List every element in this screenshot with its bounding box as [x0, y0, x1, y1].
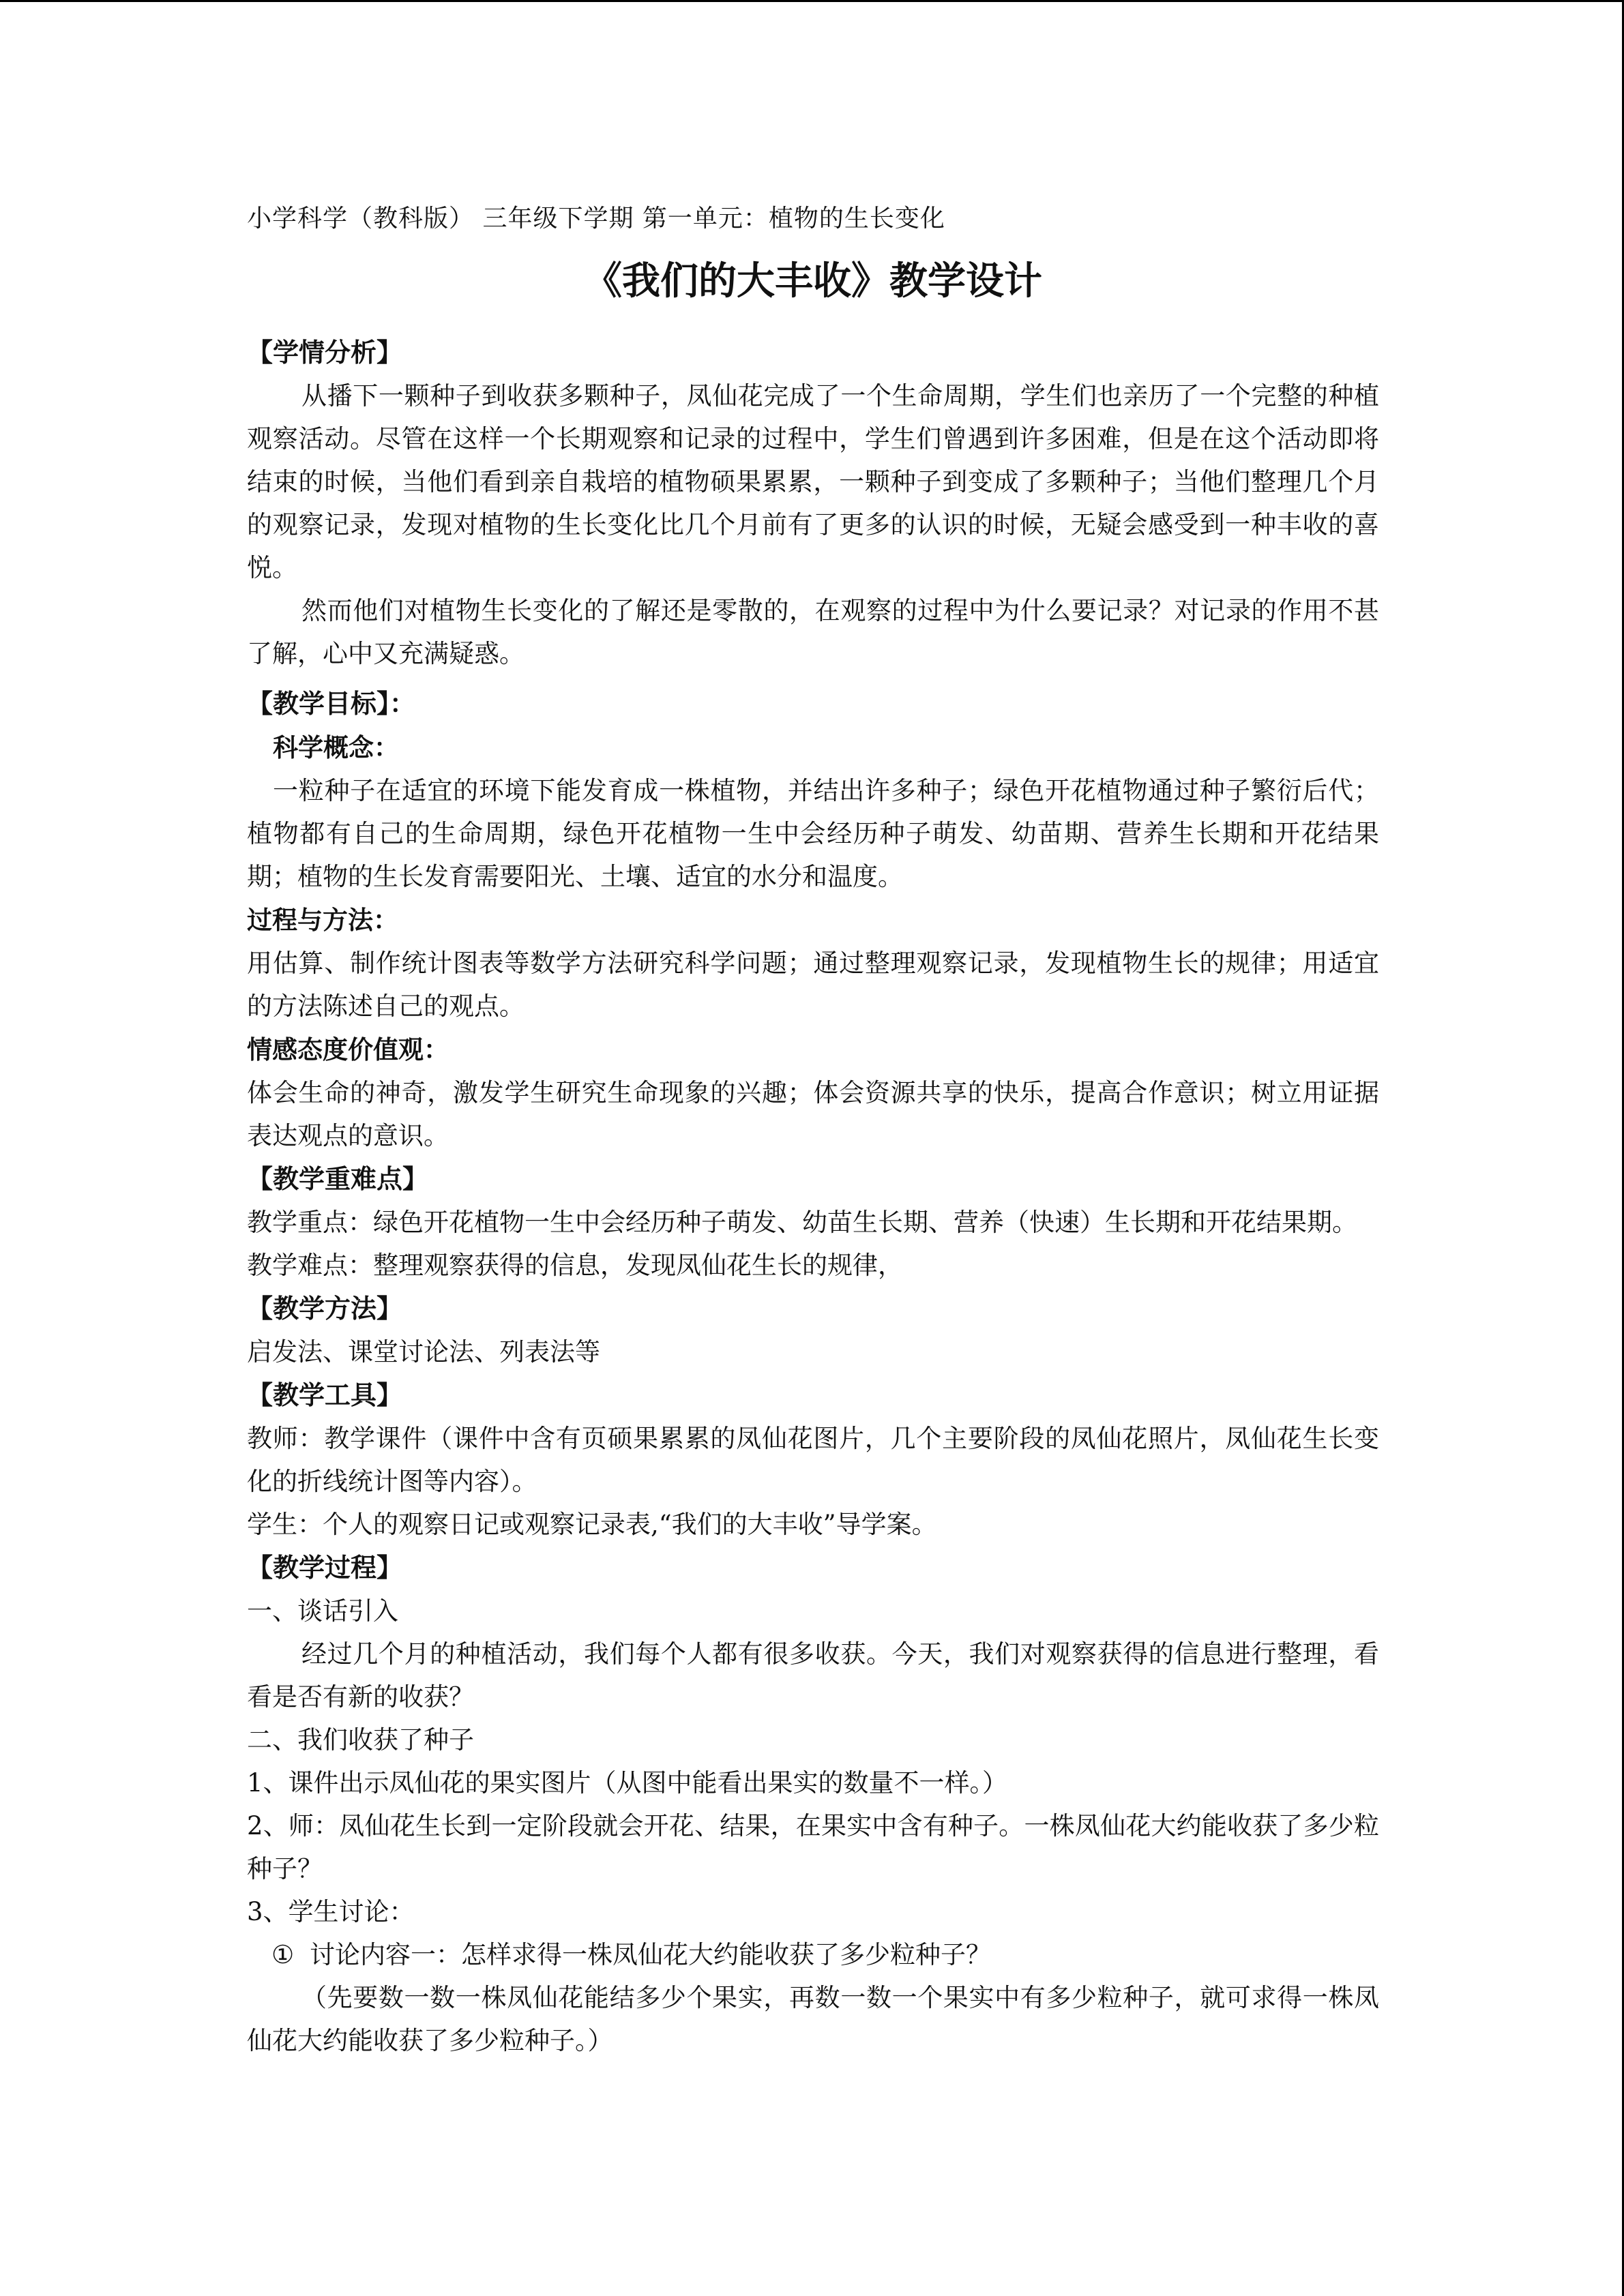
key-point-text: 教学重点：绿色开花植物一生中会经历种子萌发、幼苗生长期、营养（快速）生长期和开花结果期。 [247, 1208, 1357, 1237]
section-heading-goals: 【教学目标】： [247, 688, 416, 719]
step1-title: 一、谈话引入 [247, 1596, 398, 1626]
course-header: 小学科学（教科版） 三年级下学期 第一单元：植物的生长变化 [247, 205, 945, 233]
concept-text: 一粒种子在适宜的环境下能发育成一株植物，并结出许多种子；绿色开花植物通过种子繁衍后代；植物都有自己的生命周期，绿色开花植物一生中会经历种子萌发、幼苗期、营养生长期和开花结果期；植物的生长发育需要阳光、土壤、适宜的水分和温度。 [247, 776, 1379, 891]
emotion-text: 体会生命的神奇，激发学生研究生命现象的兴趣；体会资源共享的快乐，提高合作意识；树立用证据表达观点的意识。 [247, 1078, 1379, 1150]
list-item-2: 2、师：凤仙花生长到一定阶段就会开花、结果，在果实中含有种子。一株凤仙花大约能收获了多少粒种子？ [247, 1811, 1379, 1883]
section-heading-key-points: 【教学重难点】 [247, 1163, 429, 1194]
step2-title: 二、我们收获了种子 [247, 1725, 474, 1755]
tools-student: 学生：个人的观察日记或观察记录表,“我们的大丰收”导学案。 [247, 1510, 937, 1539]
discussion-item-1-text: 讨论内容一：怎样求得一株凤仙花大约能收获了多少粒种子？ [310, 1940, 991, 1969]
document-title: 《我们的大丰收》教学设计 [584, 258, 1042, 303]
section-heading-tools: 【教学工具】 [247, 1380, 403, 1410]
method-subtitle: 过程与方法： [247, 905, 398, 935]
concept-subtitle: 科学概念： [273, 732, 399, 762]
emotion-subtitle: 情感态度价值观： [247, 1034, 449, 1064]
circled-number: ① [271, 1940, 295, 1969]
section-heading-process: 【教学过程】 [247, 1552, 403, 1583]
discussion-answer-1: （先要数一数一株凤仙花能结多少个果实，再数一数一个果实中有多少粒种子，就可求得一株凤仙花大约能收获了多少粒种子。） [247, 1983, 1379, 2055]
list-item-1: 1、课件出示凤仙花的果实图片（从图中能看出果实的数量不一样。） [247, 1768, 1008, 1798]
methods-text: 启发法、课堂讨论法、列表法等 [247, 1337, 600, 1367]
section-heading-analysis: 【学情分析】 [247, 337, 403, 368]
step1-text: 经过几个月的种植活动，我们每个人都有很多收获。今天，我们对观察获得的信息进行整理，看看是否有新的收获？ [247, 1639, 1379, 1712]
analysis-paragraph-2: 然而他们对植物生长变化的了解还是零散的，在观察的过程中为什么要记录？对记录的作用不甚了解，心中又充满疑惑。 [247, 596, 1379, 668]
discussion-item-1 [247, 1933, 1379, 1976]
list-item-3: 3、学生讨论： [247, 1897, 415, 1926]
document-body [247, 194, 1379, 2062]
difficult-point-text: 教学难点：整理观察获得的信息，发现凤仙花生长的规律， [247, 1251, 903, 1280]
method-text: 用估算、制作统计图表等数学方法研究科学问题；通过整理观察记录，发现植物生长的规律；用适宜的方法陈述自己的观点。 [247, 949, 1379, 1021]
section-heading-methods: 【教学方法】 [247, 1293, 403, 1324]
tools-teacher: 教师：教学课件（课件中含有页硕果累累的凤仙花图片，几个主要阶段的凤仙花照片，凤仙花生长变化的折线统计图等内容）。 [247, 1424, 1379, 1496]
analysis-paragraph-1: 从播下一颗种子到收获多颗种子，凤仙花完成了一个生命周期，学生们也亲历了一个完整的种植观察活动。尽管在这样一个长期观察和记录的过程中，学生们曾遇到许多困难，但是在这个活动即将结束的时候，当他们看到亲自栽培的植物硕果累累，一颗种子到变成了多颗种子；当他们整理几个月的观察记录，发现对植物的生长变化比几个月前有了更多的认识的时候，无疑会感受到一种丰收的喜悦。 [247, 381, 1379, 582]
